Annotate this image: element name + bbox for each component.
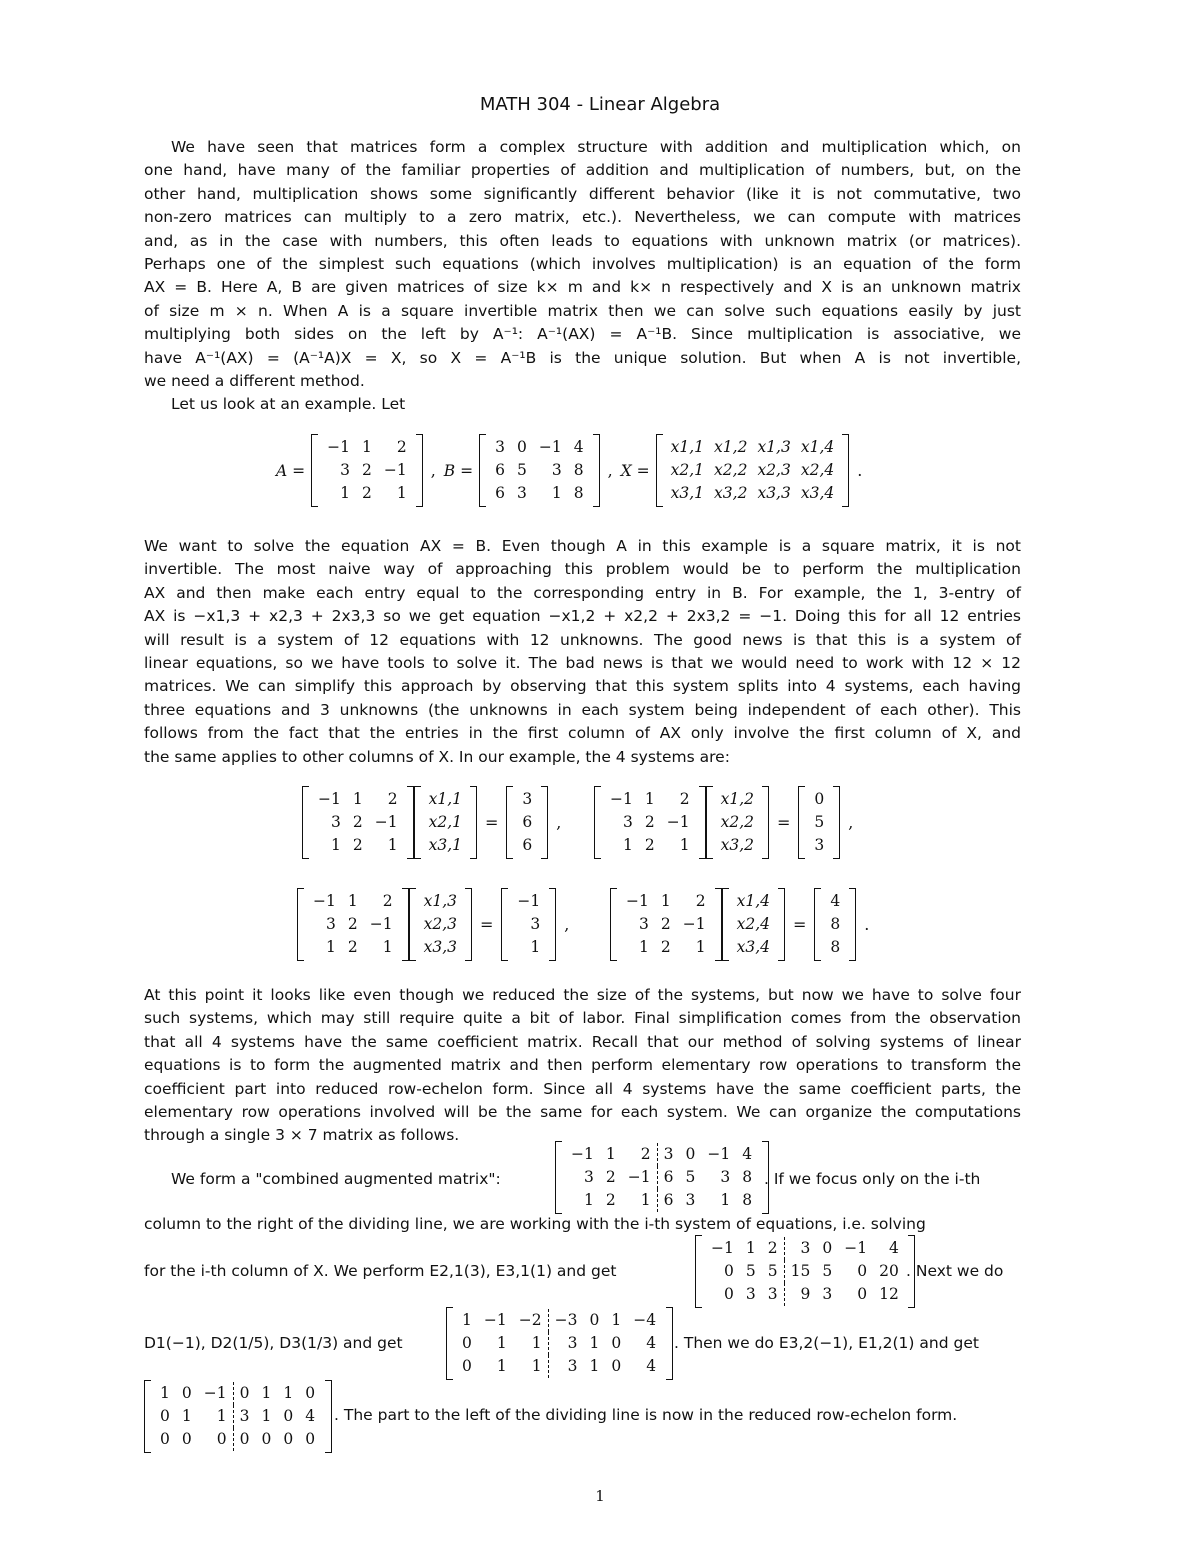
- matrix-cell: 1: [583, 1191, 594, 1209]
- para1-line: and, as in the case with numbers, this often leads to equations with unknown matrix (or matrices).: [144, 231, 1021, 250]
- matrix-b: [479, 434, 599, 507]
- matrix-cell: 1: [352, 790, 363, 808]
- matrix-cell: 5: [685, 1168, 696, 1186]
- para4-line: At this point it looks like even though we reduced the size of the systems, but now we have to solve four: [144, 986, 1021, 1004]
- matrix-x-label: X =: [620, 461, 650, 480]
- para3-line: invertible. The most naive way of approaching this problem would be to perform the multiplication: [144, 560, 1021, 579]
- matrix-cell: 5: [745, 1262, 756, 1280]
- line-column: column to the right of the dividing line, we are working with the i-th system of equations, i.e. solving: [144, 1215, 926, 1233]
- matrix-cell: −1: [844, 1239, 868, 1257]
- para1-line: We have seen that matrices form a complex structure with addition and multiplication which, on: [171, 138, 1021, 156]
- matrix-cell: 2: [695, 892, 706, 910]
- matrix-cell: x1,1: [428, 790, 462, 808]
- para3-line: will result is a system of 12 equations with 12 unknowns. The good news is that this is a system of: [144, 630, 1021, 649]
- matrix-cell: 1: [261, 1407, 272, 1425]
- matrix-cell: 0: [239, 1430, 250, 1448]
- matrix-cell: 2: [622, 1143, 657, 1166]
- matrix-cell: −1: [538, 438, 562, 456]
- punctuation: ,: [848, 813, 854, 832]
- matrix-cell: 1: [622, 1189, 657, 1212]
- matrix-cell: 4: [573, 438, 584, 456]
- matrix-cell: 3: [551, 461, 562, 479]
- matrix-cell: −1: [369, 915, 393, 933]
- matrix-cell: 0: [589, 1311, 600, 1329]
- matrix: [506, 786, 548, 859]
- matrix-cell: 4: [830, 892, 841, 910]
- matrix-cell: 1: [181, 1407, 192, 1425]
- para1-line: other hand, multiplication shows some significantly different behavior (like it is not commutative, two: [144, 184, 1021, 203]
- page-number: 1: [595, 1487, 605, 1505]
- matrix-b-label: B =: [443, 461, 474, 480]
- para1-line: non-zero matrices can multiply to a zero matrix, etc.). Nevertheless, we can compute with matrices: [144, 208, 1021, 227]
- matrix-cell: 0: [611, 1334, 622, 1352]
- matrix-cell: x1,3: [423, 892, 457, 910]
- para1-line: one hand, have many of the familiar properties of addition and multiplication of numbers, but, on the: [144, 161, 1021, 180]
- matrix-cell: −4: [633, 1311, 657, 1329]
- matrix-cell: 4: [646, 1357, 657, 1375]
- matrix: [594, 786, 706, 859]
- matrix-cell: x3,1: [670, 484, 705, 502]
- matrix-cell: x2,2: [714, 461, 748, 479]
- matrix-cell: 2: [660, 915, 671, 933]
- step2-matrix: [446, 1307, 673, 1380]
- matrix-cell: 2: [382, 892, 393, 910]
- matrix-cell: 0: [283, 1430, 294, 1448]
- matrix-cell: 0: [516, 438, 527, 456]
- equals-sign: =: [777, 813, 791, 832]
- matrix-cell: −1: [318, 790, 341, 808]
- para3-line: three equations and 3 unknowns (the unknowns in each system being independent of each other). This: [144, 700, 1021, 719]
- step1-text: for the i-th column of X. We perform E2,1(3), E3,1(1) and get: [144, 1262, 617, 1280]
- matrix-cell: −1: [517, 892, 541, 910]
- matrix-cell: 0: [283, 1407, 294, 1425]
- matrix-cell: 1: [361, 438, 372, 456]
- matrix-cell: x3,2: [720, 836, 754, 854]
- matrix-cell: 0: [261, 1430, 272, 1448]
- matrix-cell: x3,1: [428, 836, 462, 854]
- step3-matrix: [144, 1380, 332, 1453]
- system-4: [610, 888, 877, 961]
- matrix-cell: 4: [742, 1145, 753, 1163]
- matrix-cell: 1: [387, 836, 398, 854]
- para1-line: Perhaps one of the simplest such equations (which involves multiplication) is an equation of the form: [144, 255, 1021, 274]
- matrix-cell: −1: [610, 790, 633, 808]
- matrix-cell: 8: [742, 1191, 753, 1209]
- matrix-cell: −1: [707, 1145, 731, 1163]
- matrix-cell: x2,4: [736, 915, 770, 933]
- matrix-cell: 3: [583, 1168, 594, 1186]
- matrix-cell: 1: [513, 1332, 548, 1355]
- matrix-cell: 1: [325, 938, 336, 956]
- matrix-cell: 2: [644, 836, 655, 854]
- matrix-cell: x3,4: [736, 938, 770, 956]
- matrix-cell: −1: [666, 813, 690, 831]
- matrix-cell: 6: [522, 836, 533, 854]
- para1-line: we need a different method.: [144, 372, 365, 391]
- matrix: [302, 786, 414, 859]
- matrix-cell: 2: [361, 461, 372, 479]
- matrix-cell: 3: [495, 438, 505, 456]
- para1-line: AX = B. Here A, B are given matrices of size k× m and k× n respectively and X is an unknown matrix: [144, 278, 1021, 297]
- matrix-cell: x1,4: [736, 892, 770, 910]
- matrix-cell: 0: [723, 1285, 734, 1303]
- matrix-cell: −1: [626, 892, 649, 910]
- para3-line: AX is −x1,3 + x2,3 + 2x3,3 so we get equation −x1,2 + x2,2 + 2x3,2 = −1. Doing this for all 12 entries: [144, 607, 1021, 626]
- matrix-cell: 2: [347, 915, 358, 933]
- punctuation: ,: [564, 915, 570, 934]
- matrix-cell: 1: [622, 836, 633, 854]
- matrix-cell: 3: [745, 1285, 756, 1303]
- matrix-cell: 1: [340, 484, 350, 502]
- para4-line: such systems, which may still require quite a bit of labor. Final simplification comes from the observation: [144, 1009, 1021, 1028]
- matrix-cell: 3: [567, 1357, 578, 1375]
- system-1: [302, 786, 569, 859]
- matrix-cell: 20: [879, 1262, 899, 1280]
- matrix-cell: 2: [347, 938, 358, 956]
- matrix-cell: 5: [822, 1262, 833, 1280]
- matrix-cell: 0: [160, 1430, 170, 1448]
- matrix-cell: −1: [313, 892, 336, 910]
- matrix-cell: −1: [571, 1145, 594, 1163]
- matrix-cell: 3: [330, 813, 341, 831]
- matrix-definitions: A = −1 1 2 3 2 −1 1 2 1 , B = 3 0 −1 4 6 5 3 8 6 3 1 8 , X = x1,1 x1,2 x1,3 x1,4 x2,1 x2,2 x2,3 x2,4 x3,1 x3,2 x3,3 x3,4 .: [276, 434, 870, 507]
- matrix-cell: 3: [814, 836, 825, 854]
- matrix-cell: 1: [198, 1405, 233, 1428]
- matrix-cell: 3: [522, 790, 533, 808]
- matrix-cell: x2,1: [670, 461, 705, 479]
- matrix-cell: 2: [644, 813, 655, 831]
- matrix-cell: −1: [682, 915, 706, 933]
- matrix-cell: x1,2: [720, 790, 754, 808]
- para4-line: that all 4 systems have the same coefficient matrix. Recall that our method of solving systems of linear: [144, 1032, 1021, 1051]
- matrix: [297, 888, 409, 961]
- matrix-cell: 4: [646, 1334, 657, 1352]
- matrix-cell: x3,4: [800, 484, 835, 502]
- para4-line: equations is to form the augmented matrix and then perform elementary row operations to transform the: [144, 1056, 1021, 1075]
- system-3: [297, 888, 577, 961]
- matrix-cell: 1: [589, 1334, 600, 1352]
- matrix-cell: 0: [181, 1430, 192, 1448]
- matrix: [706, 786, 769, 859]
- matrix-cell: −1: [383, 461, 407, 479]
- matrix-cell: 1: [638, 938, 649, 956]
- para3-line: follows from the fact that the entries in the first column of AX only involve the first column of X, and: [144, 724, 1021, 743]
- matrix-cell: −1: [198, 1382, 233, 1405]
- matrix-cell: x1,2: [714, 438, 748, 456]
- para3-line: linear equations, so we have tools to solve it. The bad news is that we would need to work with 12 × 12: [144, 654, 1021, 673]
- matrix-cell: 0: [181, 1384, 192, 1402]
- matrix-cell: x2,3: [757, 461, 791, 479]
- matrix: [610, 888, 722, 961]
- matrix-cell: 0: [723, 1262, 734, 1280]
- matrix-cell: 2: [762, 1237, 784, 1260]
- matrix-cell: 4: [305, 1407, 316, 1425]
- matrix-cell: 1: [462, 1311, 472, 1329]
- matrix-cell: x1,1: [670, 438, 705, 456]
- paragraph-intro: [144, 136, 1021, 393]
- matrix-cell: 3: [720, 1168, 731, 1186]
- matrix-cell: 3: [239, 1407, 250, 1425]
- matrix-cell: 4: [888, 1239, 899, 1257]
- matrix: [722, 888, 785, 961]
- matrix-cell: 1: [611, 1311, 622, 1329]
- matrix-x: [656, 434, 850, 507]
- matrix: [409, 888, 472, 961]
- matrix-cell: 3: [325, 915, 336, 933]
- matrix-cell: 1: [720, 1191, 731, 1209]
- punctuation: ,: [556, 813, 562, 832]
- matrix: [414, 786, 477, 859]
- matrix-cell: x3,3: [757, 484, 791, 502]
- matrix-cell: −1: [327, 438, 350, 456]
- matrix-cell: 2: [352, 813, 363, 831]
- matrix-cell: 0: [857, 1262, 868, 1280]
- matrix-cell: 0: [822, 1239, 833, 1257]
- combined-intro: We form a "combined augmented matrix":: [171, 1170, 501, 1188]
- matrix-cell: 1: [605, 1145, 616, 1163]
- matrix-cell: 1: [660, 892, 671, 910]
- matrix: [555, 1141, 769, 1214]
- matrix-cell: 3: [622, 813, 633, 831]
- punctuation: .: [864, 915, 870, 934]
- matrix-cell: 1: [347, 892, 358, 910]
- matrix-cell: x1,4: [800, 438, 835, 456]
- para3-line: We want to solve the equation AX = B. Even though A in this example is a square matrix, it is not: [144, 537, 1021, 555]
- step2-text: D1(−1), D2(1/5), D3(1/3) and get: [144, 1334, 403, 1352]
- matrix-cell: 1: [530, 938, 541, 956]
- paragraph-simplification: [144, 984, 1021, 1148]
- matrix-cell: −1: [374, 813, 398, 831]
- matrix-cell: x3,3: [423, 938, 457, 956]
- matrix-cell: 0: [160, 1407, 170, 1425]
- matrix-cell: 8: [742, 1168, 753, 1186]
- matrix-cell: 8: [830, 915, 841, 933]
- matrix-cell: x3,2: [714, 484, 748, 502]
- step1-after: . Next we do: [906, 1262, 1004, 1280]
- para3-line: AX and then make each entry equal to the corresponding entry in B. For example, the 1, 3-entry of: [144, 583, 1021, 602]
- matrix-cell: 1: [160, 1384, 170, 1402]
- matrix-cell: 8: [573, 484, 584, 502]
- matrix-a: [311, 434, 423, 507]
- matrix-cell: 1: [589, 1357, 600, 1375]
- paragraph-example-intro: Let us look at an example. Let: [171, 395, 406, 413]
- matrix-cell: 6: [663, 1168, 674, 1186]
- matrix-cell: 2: [352, 836, 363, 854]
- matrix-cell: 3: [822, 1285, 833, 1303]
- matrix-cell: 8: [573, 461, 584, 479]
- matrix-cell: 12: [879, 1285, 899, 1303]
- matrix-cell: x2,3: [423, 915, 457, 933]
- matrix-cell: 0: [462, 1357, 472, 1375]
- matrix-cell: 1: [261, 1384, 272, 1402]
- matrix-cell: 0: [685, 1145, 696, 1163]
- matrix-cell: 6: [495, 484, 505, 502]
- equals-sign: =: [480, 915, 494, 934]
- matrix-cell: 0: [239, 1384, 250, 1402]
- matrix-cell: x2,4: [800, 461, 835, 479]
- matrix-cell: 6: [663, 1191, 674, 1209]
- matrix-cell: 1: [679, 836, 690, 854]
- matrix-cell: 9: [800, 1285, 811, 1303]
- matrix-cell: 2: [605, 1168, 616, 1186]
- equals-sign: =: [793, 915, 807, 934]
- matrix-cell: 3: [530, 915, 541, 933]
- matrix-cell: 15: [790, 1262, 811, 1280]
- matrix-cell: 1: [382, 938, 393, 956]
- matrix: [144, 1380, 332, 1453]
- matrix: [501, 888, 556, 961]
- matrix-cell: 3: [800, 1239, 811, 1257]
- matrix-cell: 1: [283, 1384, 294, 1402]
- matrix-cell: −2: [513, 1309, 548, 1332]
- matrix-cell: 0: [305, 1430, 316, 1448]
- matrix-cell: 1: [551, 484, 562, 502]
- matrix-cell: −1: [711, 1239, 734, 1257]
- para3-line: the same applies to other columns of X. In our example, the 4 systems are:: [144, 747, 730, 766]
- combined-after: . If we focus only on the i-th: [764, 1170, 981, 1188]
- matrix: [446, 1307, 673, 1380]
- step1-matrix: [695, 1235, 915, 1308]
- matrix-a-label: A =: [276, 461, 306, 480]
- matrix-cell: −3: [554, 1311, 578, 1329]
- matrix-cell: −1: [622, 1166, 657, 1189]
- combined-augmented-matrix: [555, 1141, 769, 1214]
- para4-line: through a single 3 × 7 matrix as follows.: [144, 1126, 460, 1145]
- matrix-cell: x2,1: [428, 813, 462, 831]
- para3-line: matrices. We can simplify this approach by observing that this system splits into 4 systems, each having: [144, 677, 1021, 696]
- equals-sign: =: [485, 813, 499, 832]
- matrix-cell: 1: [496, 1334, 507, 1352]
- matrix-cell: 3: [516, 484, 527, 502]
- matrix-cell: 0: [611, 1357, 622, 1375]
- matrix-cell: 3: [567, 1334, 578, 1352]
- matrix-cell: 1: [330, 836, 341, 854]
- paragraph-naive-approach: [144, 535, 1021, 769]
- matrix-cell: 2: [361, 484, 372, 502]
- matrix-cell: 3: [638, 915, 649, 933]
- matrix-cell: 2: [660, 938, 671, 956]
- para4-line: elementary row operations involved will be the same for each system. We can organize the computations: [144, 1103, 1021, 1122]
- matrix-cell: 6: [522, 813, 533, 831]
- matrix-cell: 2: [396, 438, 407, 456]
- matrix-cell: 0: [198, 1428, 233, 1451]
- matrix-cell: 1: [644, 790, 655, 808]
- para1-line: of size m × n. When A is a square invertible matrix then we can solve such equations easily by just: [144, 301, 1021, 320]
- matrix-cell: 1: [695, 938, 706, 956]
- matrix-cell: 0: [305, 1384, 316, 1402]
- matrix: [798, 786, 840, 859]
- matrix-cell: 5: [814, 813, 825, 831]
- matrix-cell: 2: [605, 1191, 616, 1209]
- matrix-cell: 0: [857, 1285, 868, 1303]
- matrix-cell: 1: [496, 1357, 507, 1375]
- matrix-cell: 5: [762, 1260, 784, 1283]
- system-2: [594, 786, 861, 859]
- para1-line: multiplying both sides on the left by A⁻¹: A⁻¹(AX) = A⁻¹B. Since multiplication is associative, we: [144, 325, 1021, 344]
- matrix-cell: 3: [340, 461, 350, 479]
- matrix-cell: −1: [483, 1311, 507, 1329]
- matrix-cell: 5: [516, 461, 527, 479]
- matrix: [695, 1235, 915, 1308]
- para4-line: coefficient part into reduced row-echelon form. Since all 4 systems have the same coefficient parts, the: [144, 1079, 1021, 1098]
- matrix-cell: 0: [814, 790, 825, 808]
- matrix-cell: x1,3: [757, 438, 791, 456]
- matrix-cell: 3: [762, 1283, 784, 1306]
- matrix-cell: 1: [513, 1355, 548, 1378]
- matrix-cell: 2: [679, 790, 690, 808]
- matrix-cell: 8: [830, 938, 841, 956]
- matrix-cell: 1: [745, 1239, 756, 1257]
- matrix-cell: 6: [495, 461, 505, 479]
- matrix-cell: 3: [663, 1145, 674, 1163]
- matrix-cell: 3: [685, 1191, 696, 1209]
- matrix: [814, 888, 856, 961]
- matrix-cell: x2,2: [720, 813, 754, 831]
- matrix-cell: 2: [387, 790, 398, 808]
- step2-after: . Then we do E3,2(−1), E1,2(1) and get: [674, 1334, 979, 1352]
- matrix-cell: 0: [462, 1334, 472, 1352]
- page-title: MATH 304 - Linear Algebra: [479, 94, 721, 115]
- step3-after: . The part to the left of the dividing line is now in the reduced row-echelon form.: [334, 1406, 958, 1424]
- para1-line: have A⁻¹(AX) = (A⁻¹A)X = X, so X = A⁻¹B is the unique solution. But when A is not invertible,: [144, 348, 1021, 367]
- matrix-cell: 1: [396, 484, 407, 502]
